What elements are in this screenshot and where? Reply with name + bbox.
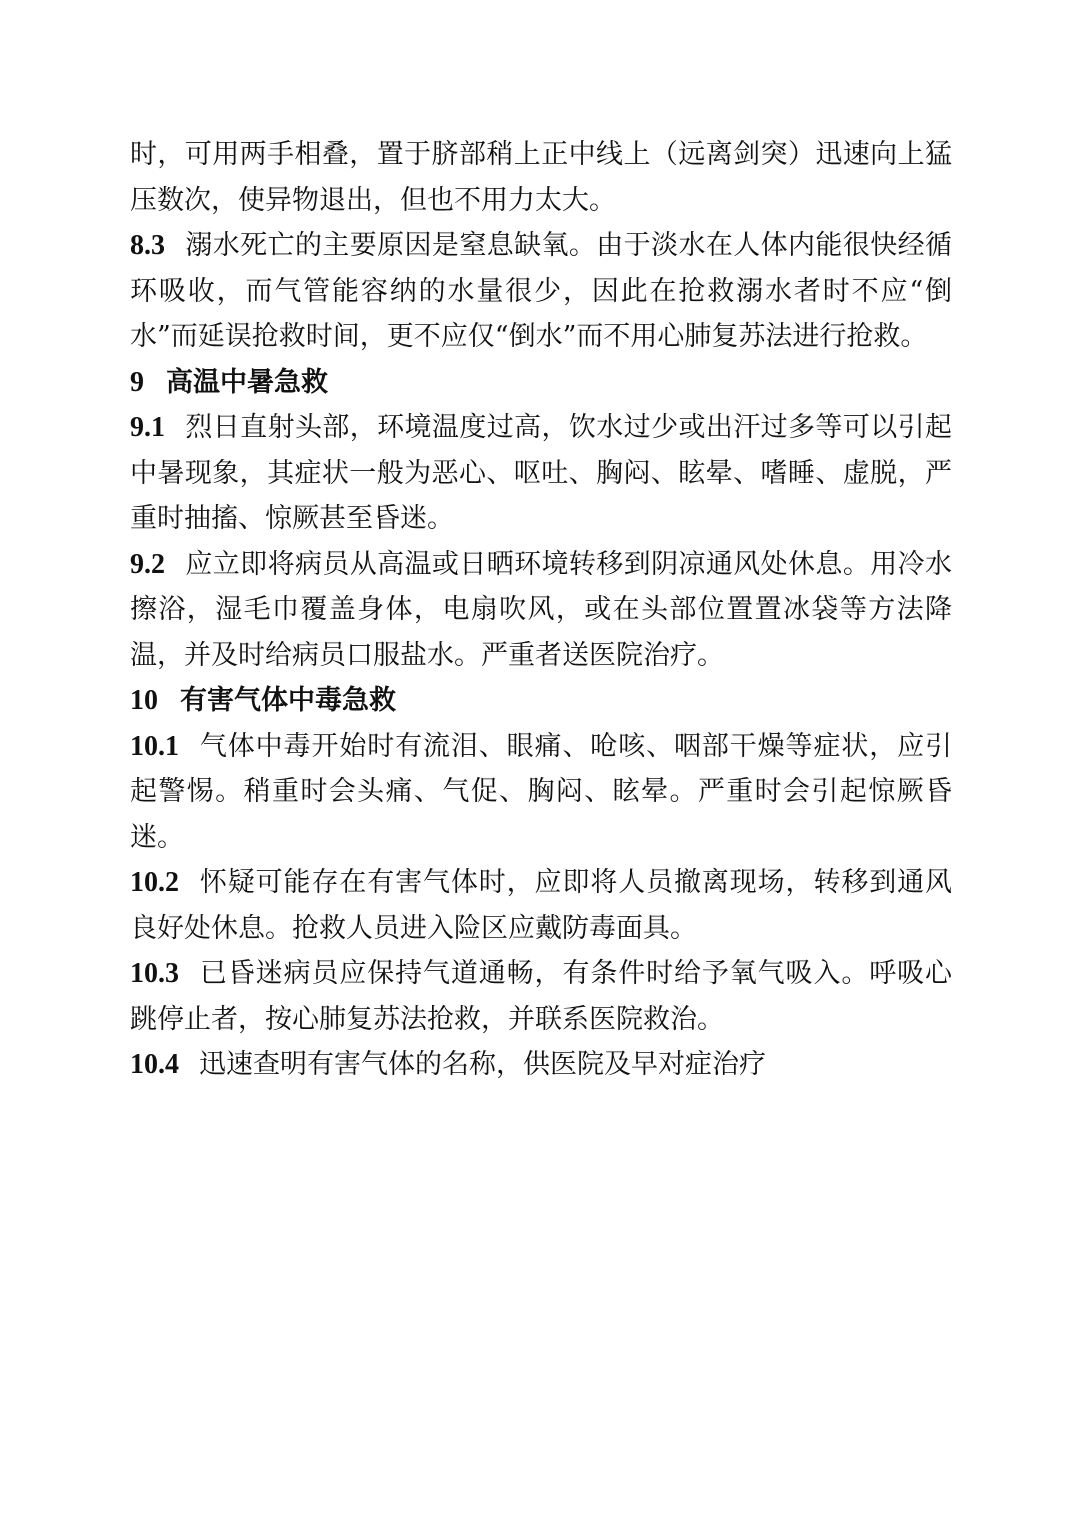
paragraph-text: 已昏迷病员应保持气道通畅，有条件时给予氧气吸入。呼吸心跳停止者，按心肺复苏法抢救，并联系医院救治。 [130, 958, 952, 1035]
paragraph-text: 应立即将病员从高温或日晒环境转移到阴凉通风处休息。用冷水擦浴，湿毛巾覆盖身体，电扇吹风，或在头部位置置冰袋等方法降温，并及时给病员口服盐水。严重者送医院治疗。 [130, 548, 952, 671]
paragraph-10-4 [130, 1042, 952, 1088]
section-number: 10.3 [130, 958, 179, 989]
section-number: 10.4 [130, 1049, 179, 1080]
paragraph-continuation [130, 132, 952, 223]
paragraph-9-2 [130, 542, 952, 679]
section-number: 8.3 [130, 230, 165, 261]
paragraph-text: 烈日直射头部，环境温度过高，饮水过少或出汗过多等可以引起中暑现象，其症状一般为恶心、呕吐、胸闷、眩晕、嗜睡、虚脱，严重时抽搐、惊厥甚至昏迷。 [130, 412, 952, 534]
heading-text: 有害气体中毒急救 [180, 685, 396, 716]
section-number: 9 [130, 366, 144, 398]
paragraph-text: 溺水死亡的主要原因是窒息缺氧。由于淡水在人体内能很快经循环吸收，而气管能容纳的水量很少，因此在抢救溺水者时不应“倒水”而延误抢救时间，更不应仅“倒水”而不用心肺复苏法进行抢救。 [130, 230, 952, 352]
section-number: 10 [130, 685, 158, 716]
paragraph-10-2 [130, 860, 952, 951]
section-number: 9.1 [130, 412, 165, 443]
section-number: 9.2 [130, 548, 165, 580]
section-heading-10 [130, 678, 952, 724]
paragraph-10-1 [130, 724, 952, 861]
paragraph-text: 怀疑可能存在有害气体时，应即将人员撤离现场，转移到通风良好处休息。抢救人员进入险区应戴防毒面具。 [130, 867, 952, 944]
paragraph-10-3 [130, 951, 952, 1042]
paragraph-8-3 [130, 223, 952, 360]
paragraph-text: 迅速查明有害气体的名称，供医院及早对症治疗 [199, 1049, 766, 1080]
heading-text: 高温中暑急救 [166, 366, 328, 398]
paragraph-text: 气体中毒开始时有流泪、眼痛、呛咳、咽部干燥等症状，应引起警惕。稍重时会头痛、气促、胸闷、眩晕。严重时会引起惊厥昏迷。 [130, 730, 952, 853]
document-page [130, 132, 952, 1088]
paragraph-9-1 [130, 405, 952, 542]
section-heading-9 [130, 360, 952, 406]
section-number: 10.1 [130, 730, 179, 762]
paragraph-text: 时，可用两手相叠，置于脐部稍上正中线上（远离剑突）迅速向上猛压数次，使异物退出，但也不用力太大。 [130, 139, 952, 216]
section-number: 10.2 [130, 867, 179, 898]
